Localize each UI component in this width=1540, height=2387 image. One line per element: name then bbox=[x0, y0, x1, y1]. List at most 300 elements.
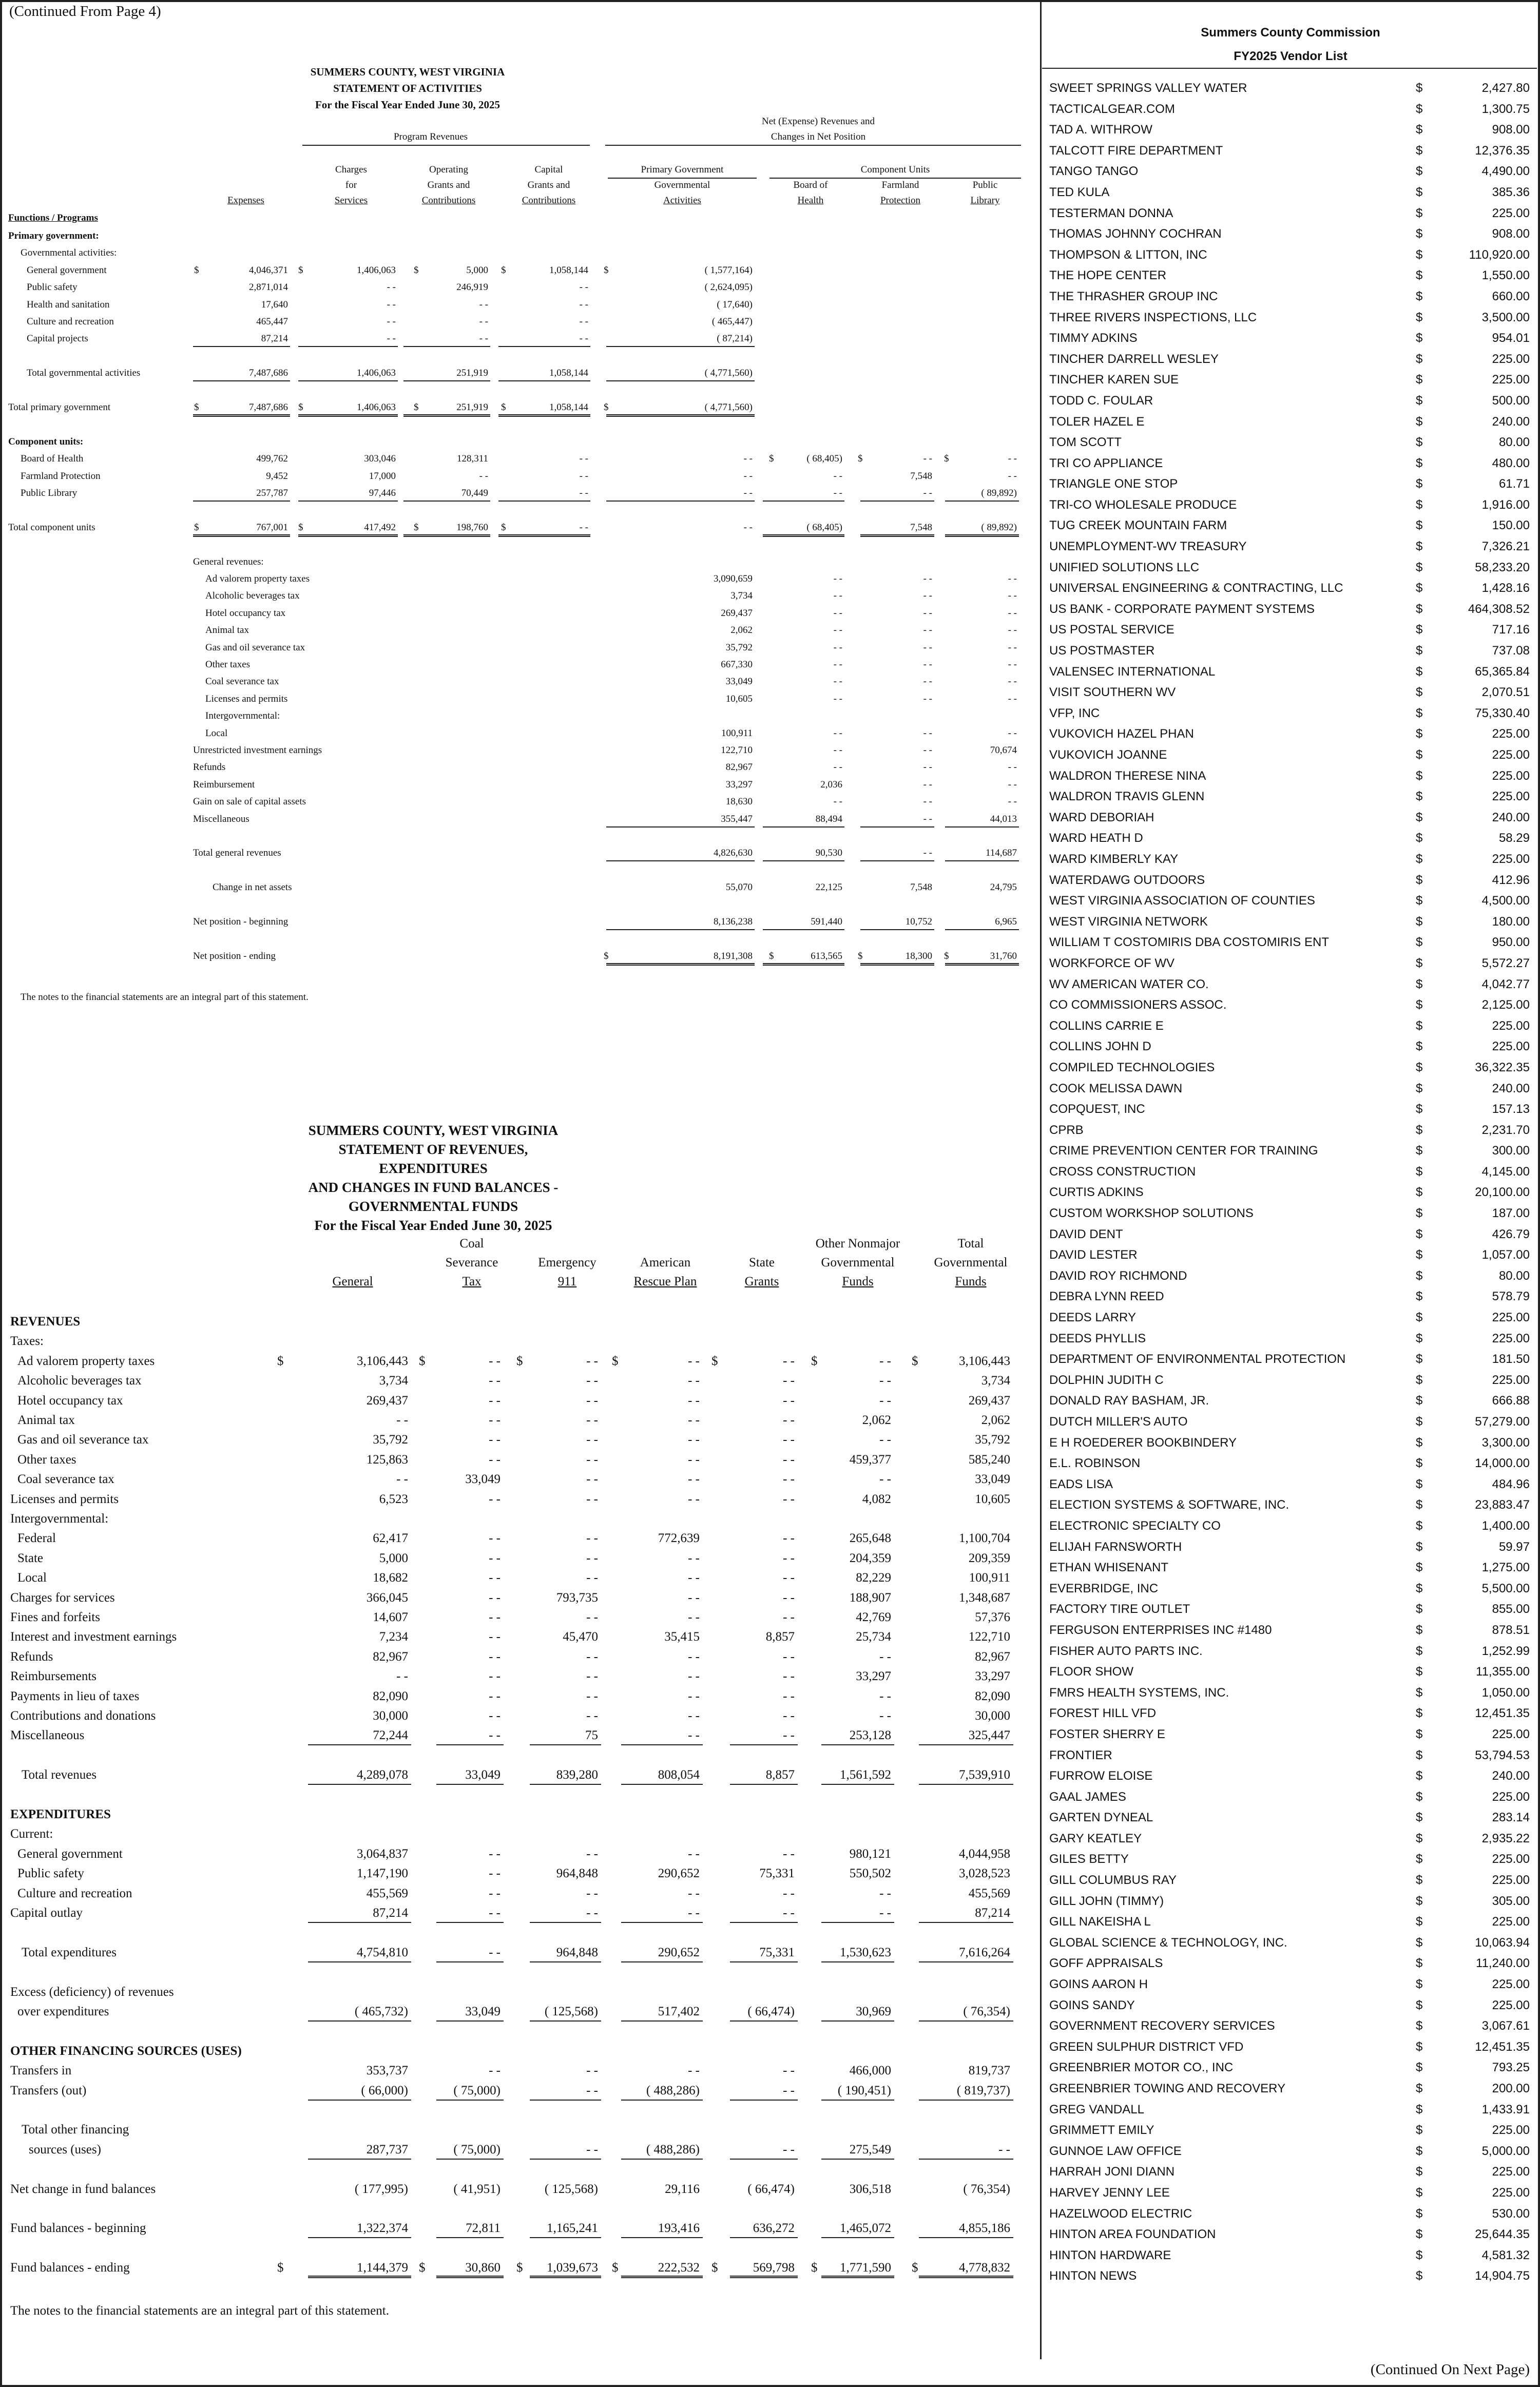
column-divider bbox=[1040, 2, 1042, 2359]
activities-row bbox=[8, 605, 1030, 622]
fund-col-header bbox=[296, 1234, 409, 1291]
double-rule bbox=[308, 2276, 411, 2278]
vendor-name: VISIT SOUTHERN WV bbox=[1049, 685, 1176, 700]
currency-symbol: $ bbox=[1416, 1018, 1423, 1033]
vendor-name: VUKOVICH JOANNE bbox=[1049, 748, 1167, 762]
currency-symbol: $ bbox=[1416, 393, 1423, 408]
fund-col-header bbox=[609, 1234, 722, 1291]
currency-symbol: $ bbox=[1416, 81, 1423, 95]
value-cell: 4,855,186 bbox=[959, 2221, 1010, 2236]
value-cell: 30,000 bbox=[373, 1709, 408, 1723]
activities-row bbox=[8, 777, 1030, 793]
col-header-text: Services bbox=[334, 195, 368, 206]
vendor-name: CURTIS ADKINS bbox=[1049, 1185, 1144, 1200]
vendor-amount: 225.00 bbox=[1492, 1311, 1530, 1325]
value-cell: 33,297 bbox=[725, 779, 753, 790]
fund-row bbox=[10, 1588, 1032, 1608]
vendor-row bbox=[1049, 1370, 1532, 1391]
row-label: Health and sanitation bbox=[27, 299, 110, 310]
fund-col-header-line: Grants bbox=[744, 1275, 779, 1288]
row-label: EXPENDITURES bbox=[10, 1807, 111, 1821]
vendor-row bbox=[1049, 391, 1532, 412]
value-cell: 1,771,590 bbox=[840, 2261, 891, 2275]
value-cell: - - bbox=[1008, 590, 1017, 602]
vendor-name: EADS LISA bbox=[1049, 1477, 1113, 1491]
value-cell: - - bbox=[688, 1452, 700, 1467]
dollar-sign: $ bbox=[944, 950, 949, 961]
currency-symbol: $ bbox=[1416, 1539, 1423, 1554]
value-cell: - - bbox=[489, 1590, 500, 1605]
value-cell: - - bbox=[783, 1531, 795, 1546]
vendor-row bbox=[1049, 495, 1532, 516]
currency-symbol: $ bbox=[1416, 1102, 1423, 1116]
vendor-name: ELIJAH FARNSWORTH bbox=[1049, 1539, 1182, 1554]
value-cell: 3,090,659 bbox=[714, 573, 753, 584]
fund-row bbox=[10, 1371, 1032, 1391]
value-cell: - - bbox=[1008, 727, 1017, 739]
vendor-row bbox=[1049, 995, 1532, 1016]
dollar-sign: $ bbox=[612, 1354, 619, 1368]
fund-row bbox=[10, 2081, 1032, 2101]
rule bbox=[763, 929, 844, 930]
vendor-name: WARD DEBORIAH bbox=[1049, 810, 1154, 824]
value-cell: - - bbox=[489, 1906, 500, 1920]
currency-symbol: $ bbox=[1416, 706, 1423, 720]
rule bbox=[945, 500, 1019, 502]
vendor-row bbox=[1049, 2266, 1532, 2287]
value-cell: 75,331 bbox=[759, 1866, 795, 1881]
value-cell: - - bbox=[1008, 659, 1017, 670]
vendor-amount: 80.00 bbox=[1498, 435, 1530, 450]
currency-symbol: $ bbox=[1416, 894, 1423, 908]
value-cell: ( 1,577,164) bbox=[704, 264, 753, 276]
currency-symbol: $ bbox=[1416, 1394, 1423, 1408]
value-cell: - - bbox=[586, 1472, 598, 1487]
dollar-sign: $ bbox=[711, 2261, 718, 2275]
currency-symbol: $ bbox=[1416, 1811, 1423, 1825]
vendor-amount: 4,581.32 bbox=[1481, 2248, 1530, 2262]
value-cell: 3,734 bbox=[379, 1374, 408, 1388]
value-cell: 90,530 bbox=[815, 848, 842, 859]
vendor-name: DAVID LESTER bbox=[1049, 1248, 1138, 1262]
value-cell: - - bbox=[783, 1649, 795, 1664]
col-header-text: Capital bbox=[534, 164, 563, 175]
vendor-row bbox=[1049, 912, 1532, 933]
row-label: over expenditures bbox=[17, 2005, 109, 2018]
value-cell: 18,682 bbox=[373, 1571, 408, 1585]
currency-symbol: $ bbox=[1416, 247, 1423, 262]
vendor-row bbox=[1049, 891, 1532, 912]
vendor-row bbox=[1049, 1849, 1532, 1870]
vendor-name: DAVID ROY RICHMOND bbox=[1049, 1268, 1187, 1283]
rule bbox=[193, 500, 290, 502]
value-cell: 9,452 bbox=[266, 470, 288, 482]
vendor-row bbox=[1049, 953, 1532, 974]
value-cell: 246,919 bbox=[456, 282, 488, 293]
value-cell: 251,919 bbox=[456, 368, 488, 379]
value-cell: 10,605 bbox=[975, 1492, 1010, 1506]
value-cell: ( 75,000) bbox=[453, 2142, 500, 2157]
value-cell: - - bbox=[489, 1669, 500, 1684]
vendor-name: DEEDS LARRY bbox=[1049, 1311, 1136, 1325]
dollar-sign: $ bbox=[858, 453, 863, 465]
currency-symbol: $ bbox=[1416, 2227, 1423, 2242]
activities-row bbox=[8, 348, 1030, 364]
currency-symbol: $ bbox=[1416, 518, 1423, 533]
fund-col-header-line: Other Nonmajor bbox=[815, 1237, 900, 1250]
value-cell: - - bbox=[1008, 796, 1017, 807]
activities-row bbox=[8, 691, 1030, 707]
dollar-sign: $ bbox=[811, 2261, 818, 2275]
fund-row bbox=[10, 1391, 1032, 1411]
vendor-row bbox=[1049, 870, 1532, 891]
value-cell: 114,687 bbox=[985, 848, 1017, 859]
rule bbox=[860, 500, 934, 502]
vendor-name: CROSS CONSTRUCTION bbox=[1049, 1164, 1196, 1179]
vendor-row bbox=[1049, 599, 1532, 620]
dollar-sign: $ bbox=[501, 402, 506, 413]
fund-row bbox=[10, 1529, 1032, 1548]
vendor-name: WV AMERICAN WATER CO. bbox=[1049, 977, 1209, 991]
vendor-row bbox=[1049, 1703, 1532, 1724]
vendor-row bbox=[1049, 932, 1532, 953]
activities-row bbox=[8, 931, 1030, 947]
vendor-name: TRI CO APPLIANCE bbox=[1049, 456, 1163, 470]
activities-title bbox=[248, 64, 567, 113]
value-cell: ( 177,995) bbox=[354, 2182, 408, 2196]
value-cell: - - bbox=[1008, 779, 1017, 790]
row-label: General government bbox=[17, 1846, 123, 1861]
currency-symbol: $ bbox=[1416, 1373, 1423, 1387]
value-cell: - - bbox=[783, 1709, 795, 1723]
currency-symbol: $ bbox=[1416, 1456, 1423, 1471]
vendor-row bbox=[1049, 724, 1532, 745]
vendor-row bbox=[1049, 1266, 1532, 1287]
currency-symbol: $ bbox=[1416, 1685, 1423, 1700]
currency-symbol: $ bbox=[1416, 2039, 1423, 2054]
value-cell: - - bbox=[783, 1354, 795, 1368]
row-label: Miscellaneous bbox=[10, 1728, 85, 1743]
activities-title-line: For the Fiscal Year Ended June 30, 2025 bbox=[315, 99, 500, 111]
activities-row bbox=[8, 914, 1030, 930]
vendor-amount: 737.08 bbox=[1492, 644, 1530, 658]
row-label: Reimbursement bbox=[193, 779, 255, 790]
value-cell: - - bbox=[586, 2142, 598, 2157]
row-label: Local bbox=[205, 727, 228, 739]
value-cell: ( 89,892) bbox=[981, 488, 1017, 498]
rule bbox=[605, 145, 1021, 146]
value-cell: - - bbox=[923, 625, 932, 636]
vendor-row bbox=[1049, 2204, 1532, 2225]
vendor-name: DAVID DENT bbox=[1049, 1227, 1123, 1241]
value-cell: - - bbox=[489, 1866, 500, 1881]
value-cell: 4,046,371 bbox=[249, 264, 288, 276]
value-cell: 1,406,063 bbox=[357, 264, 396, 276]
vendor-row bbox=[1049, 1724, 1532, 1745]
fund-col-header-line: State bbox=[749, 1256, 775, 1269]
row-label: Net position - beginning bbox=[193, 916, 288, 927]
value-cell: 75,331 bbox=[759, 1945, 795, 1959]
vendor-name: COLLINS JOHN D bbox=[1049, 1040, 1151, 1054]
fund-row bbox=[10, 1332, 1032, 1351]
value-cell: 125,863 bbox=[366, 1452, 408, 1467]
col-governmental bbox=[608, 178, 757, 208]
vendor-amount: 4,500.00 bbox=[1481, 894, 1530, 908]
vendor-amount: 225.00 bbox=[1492, 1331, 1530, 1345]
value-cell: - - bbox=[579, 488, 588, 498]
rule bbox=[860, 826, 934, 827]
value-cell: - - bbox=[489, 1630, 500, 1644]
value-cell: ( 465,447) bbox=[711, 316, 753, 327]
vendor-name: GOINS AARON H bbox=[1049, 1977, 1148, 1992]
value-cell: 459,377 bbox=[849, 1452, 891, 1467]
vendor-amount: 426.79 bbox=[1492, 1227, 1530, 1241]
vendor-row bbox=[1049, 2183, 1532, 2204]
row-label: Net change in fund balances bbox=[10, 2182, 156, 2196]
value-cell: 87,214 bbox=[975, 1906, 1010, 1920]
currency-symbol: $ bbox=[1416, 2206, 1423, 2221]
fund-col-header-line: Tax bbox=[462, 1275, 482, 1288]
currency-symbol: $ bbox=[1416, 1873, 1423, 1888]
currency-symbol: $ bbox=[1416, 102, 1423, 116]
vendor-amount: 5,572.27 bbox=[1481, 956, 1530, 970]
continued-from-note: (Continued From Page 4) bbox=[9, 3, 161, 20]
vendor-amount: 240.00 bbox=[1492, 1769, 1530, 1783]
currency-symbol: $ bbox=[1416, 1123, 1423, 1137]
value-cell: - - bbox=[879, 1472, 891, 1487]
fund-row bbox=[10, 1352, 1032, 1371]
row-label: Refunds bbox=[193, 762, 226, 773]
value-cell: - - bbox=[688, 1886, 700, 1900]
value-cell: - - bbox=[833, 796, 842, 807]
vendor-name: HARVEY JENNY LEE bbox=[1049, 2185, 1170, 2200]
row-label: Board of Health bbox=[21, 453, 84, 465]
vendor-name: HARRAH JONI DIANN bbox=[1049, 2165, 1175, 2179]
vendor-amount: 1,433.91 bbox=[1481, 2102, 1530, 2116]
value-cell: 8,191,308 bbox=[714, 950, 753, 961]
value-cell: - - bbox=[489, 1709, 500, 1723]
vendor-name: WALDRON TRAVIS GLENN bbox=[1049, 790, 1205, 804]
value-cell: - - bbox=[489, 1433, 500, 1447]
value-cell: 100,911 bbox=[969, 1571, 1010, 1585]
vendor-name: TINCHER KAREN SUE bbox=[1049, 373, 1179, 387]
row-label: Public safety bbox=[27, 282, 78, 293]
vendor-amount: 225.00 bbox=[1492, 1852, 1530, 1866]
value-cell: - - bbox=[923, 607, 932, 619]
vendor-amount: 3,067.61 bbox=[1481, 2019, 1530, 2033]
col-farmland bbox=[859, 178, 941, 208]
activities-row bbox=[8, 657, 1030, 673]
currency-symbol: $ bbox=[1416, 1769, 1423, 1783]
vendor-name: WEST VIRGINIA NETWORK bbox=[1049, 914, 1208, 929]
col-header-text: Governmental bbox=[654, 180, 710, 190]
value-cell: 88,494 bbox=[815, 813, 842, 824]
activities-row bbox=[8, 897, 1030, 913]
value-cell: 585,240 bbox=[968, 1452, 1010, 1467]
value-cell: 7,548 bbox=[910, 470, 932, 482]
vendor-amount: 187.00 bbox=[1492, 1206, 1530, 1221]
value-cell: 33,049 bbox=[725, 676, 753, 687]
currency-symbol: $ bbox=[1416, 1331, 1423, 1345]
vendor-row bbox=[1049, 1912, 1532, 1933]
value-cell: 82,967 bbox=[373, 1649, 408, 1664]
currency-symbol: $ bbox=[1416, 164, 1423, 179]
value-cell: - - bbox=[783, 2083, 795, 2097]
primary-government-header: Primary Government bbox=[641, 164, 724, 175]
value-cell: 18,300 bbox=[905, 950, 932, 961]
currency-symbol: $ bbox=[1416, 1227, 1423, 1241]
currency-symbol: $ bbox=[1416, 1748, 1423, 1762]
vendor-name: WILLIAM T COSTOMIRIS DBA COSTOMIRIS ENT bbox=[1049, 935, 1329, 950]
vendor-row bbox=[1049, 203, 1532, 224]
value-cell: - - bbox=[579, 522, 588, 533]
rule bbox=[298, 500, 398, 502]
fund-row bbox=[10, 1608, 1032, 1627]
value-cell: - - bbox=[688, 1906, 700, 1920]
vendor-name: TRIANGLE ONE STOP bbox=[1049, 477, 1178, 491]
fund-row bbox=[10, 2180, 1032, 2199]
currency-symbol: $ bbox=[1416, 790, 1423, 804]
vendor-amount: 2,125.00 bbox=[1481, 998, 1530, 1012]
value-cell: - - bbox=[833, 470, 842, 482]
dollar-sign: $ bbox=[516, 2261, 523, 2275]
row-label: Unrestricted investment earnings bbox=[193, 745, 322, 756]
vendor-amount: 500.00 bbox=[1492, 393, 1530, 408]
currency-symbol: $ bbox=[1416, 727, 1423, 741]
value-cell: 42,769 bbox=[856, 1610, 891, 1624]
value-cell: - - bbox=[396, 1669, 408, 1684]
value-cell: 70,449 bbox=[461, 488, 488, 498]
vendor-name: FOSTER SHERRY E bbox=[1049, 1727, 1165, 1741]
value-cell: ( 2,624,095) bbox=[704, 282, 753, 293]
value-cell: - - bbox=[783, 1906, 795, 1920]
vendor-amount: 530.00 bbox=[1492, 2206, 1530, 2221]
value-cell: - - bbox=[579, 470, 588, 482]
vendor-name: GRIMMETT EMILY bbox=[1049, 2123, 1154, 2138]
vendor-name: HINTON AREA FOUNDATION bbox=[1049, 2227, 1216, 2242]
vendor-amount: 954.01 bbox=[1492, 331, 1530, 345]
row-label: Animal tax bbox=[205, 625, 249, 636]
fund-row bbox=[10, 2042, 1032, 2061]
value-cell: 18,630 bbox=[725, 796, 753, 807]
activities-row bbox=[8, 382, 1030, 399]
fund-row bbox=[10, 1568, 1032, 1588]
row-label: Transfers (out) bbox=[10, 2083, 87, 2097]
row-label: Total governmental activities bbox=[27, 368, 141, 379]
value-cell: - - bbox=[879, 1709, 891, 1723]
activities-row bbox=[8, 416, 1030, 433]
vendor-name: TUG CREEK MOUNTAIN FARM bbox=[1049, 518, 1227, 533]
value-cell: - - bbox=[923, 693, 932, 704]
fund-row bbox=[10, 1706, 1032, 1726]
vendor-name: COMPILED TECHNOLOGIES bbox=[1049, 1060, 1215, 1074]
activities-row bbox=[8, 485, 1030, 502]
value-cell: - - bbox=[879, 1689, 891, 1703]
vendor-row bbox=[1049, 1349, 1532, 1370]
vendor-row bbox=[1049, 1016, 1532, 1037]
component-units-header: Component Units bbox=[860, 164, 930, 175]
value-cell: 10,605 bbox=[725, 693, 753, 704]
value-cell: - - bbox=[923, 488, 932, 498]
vendor-row bbox=[1049, 265, 1532, 286]
value-cell: 517,402 bbox=[658, 2005, 700, 2018]
row-label: Total revenues bbox=[22, 1768, 97, 1782]
fund-col-header-line: General bbox=[332, 1275, 373, 1288]
row-label: Total component units bbox=[8, 522, 95, 533]
vendor-name: DEPARTMENT OF ENVIRONMENTAL PROTECTION bbox=[1049, 1352, 1346, 1366]
currency-symbol: $ bbox=[1416, 268, 1423, 283]
value-cell: 2,062 bbox=[862, 1413, 891, 1427]
dollar-sign: $ bbox=[858, 950, 863, 961]
fund-row bbox=[10, 1490, 1032, 1509]
value-cell: 87,214 bbox=[261, 333, 288, 344]
row-label: Gas and oil severance tax bbox=[205, 642, 305, 653]
vendor-name: WARD KIMBERLY KAY bbox=[1049, 852, 1179, 866]
currency-symbol: $ bbox=[1416, 1415, 1423, 1429]
vendor-row bbox=[1049, 1057, 1532, 1079]
value-cell: - - bbox=[579, 299, 588, 310]
currency-symbol: $ bbox=[1416, 998, 1423, 1012]
dollar-sign: $ bbox=[419, 2261, 426, 2275]
vendor-amount: 225.00 bbox=[1492, 1373, 1530, 1387]
currency-symbol: $ bbox=[1416, 644, 1423, 658]
vendor-name: WORKFORCE OF WV bbox=[1049, 956, 1175, 970]
value-cell: - - bbox=[879, 1906, 891, 1920]
value-cell: 3,106,443 bbox=[959, 1354, 1010, 1368]
value-cell: - - bbox=[688, 1472, 700, 1487]
value-cell: 1,058,144 bbox=[549, 264, 588, 276]
value-cell: - - bbox=[688, 1846, 700, 1861]
value-cell: 33,049 bbox=[465, 1472, 500, 1487]
vendor-name: WARD HEATH D bbox=[1049, 831, 1143, 845]
currency-symbol: $ bbox=[1416, 768, 1423, 783]
dollar-sign: $ bbox=[298, 522, 303, 533]
currency-symbol: $ bbox=[1416, 331, 1423, 345]
vendor-amount: 14,000.00 bbox=[1475, 1456, 1530, 1471]
vendor-name: TRI-CO WHOLESALE PRODUCE bbox=[1049, 497, 1237, 512]
col-capital bbox=[503, 162, 595, 208]
currency-symbol: $ bbox=[1416, 1352, 1423, 1366]
value-cell: - - bbox=[923, 642, 932, 653]
row-label: Total general revenues bbox=[193, 848, 281, 859]
vendor-name: COLLINS CARRIE E bbox=[1049, 1018, 1164, 1033]
value-cell: - - bbox=[586, 1374, 598, 1388]
vendor-name: GARTEN DYNEAL bbox=[1049, 1811, 1153, 1825]
vendor-amount: 65,365.84 bbox=[1475, 664, 1530, 679]
col-operating bbox=[405, 162, 492, 208]
row-label: Current: bbox=[10, 1827, 53, 1841]
vendor-row bbox=[1049, 2100, 1532, 2121]
fund-row bbox=[10, 1962, 1032, 1982]
value-cell: - - bbox=[1008, 470, 1017, 482]
currency-symbol: $ bbox=[1416, 497, 1423, 512]
rule bbox=[498, 346, 590, 347]
row-label: Culture and recreation bbox=[17, 1886, 132, 1900]
row-label: Gas and oil severance tax bbox=[17, 1433, 149, 1447]
value-cell: 82,090 bbox=[975, 1689, 1010, 1703]
value-cell: 793,735 bbox=[556, 1590, 598, 1605]
rule bbox=[860, 860, 934, 861]
double-rule bbox=[621, 2276, 703, 2278]
vendor-amount: 2,231.70 bbox=[1481, 1123, 1530, 1137]
fund-col-header-line: Emergency bbox=[538, 1256, 596, 1269]
fund-col-header-line bbox=[609, 1234, 722, 1253]
activities-row bbox=[8, 588, 1030, 604]
value-cell: 5,000 bbox=[466, 264, 488, 276]
value-cell: - - bbox=[783, 1669, 795, 1684]
value-cell: 122,710 bbox=[968, 1630, 1010, 1644]
currency-symbol: $ bbox=[1416, 1498, 1423, 1512]
